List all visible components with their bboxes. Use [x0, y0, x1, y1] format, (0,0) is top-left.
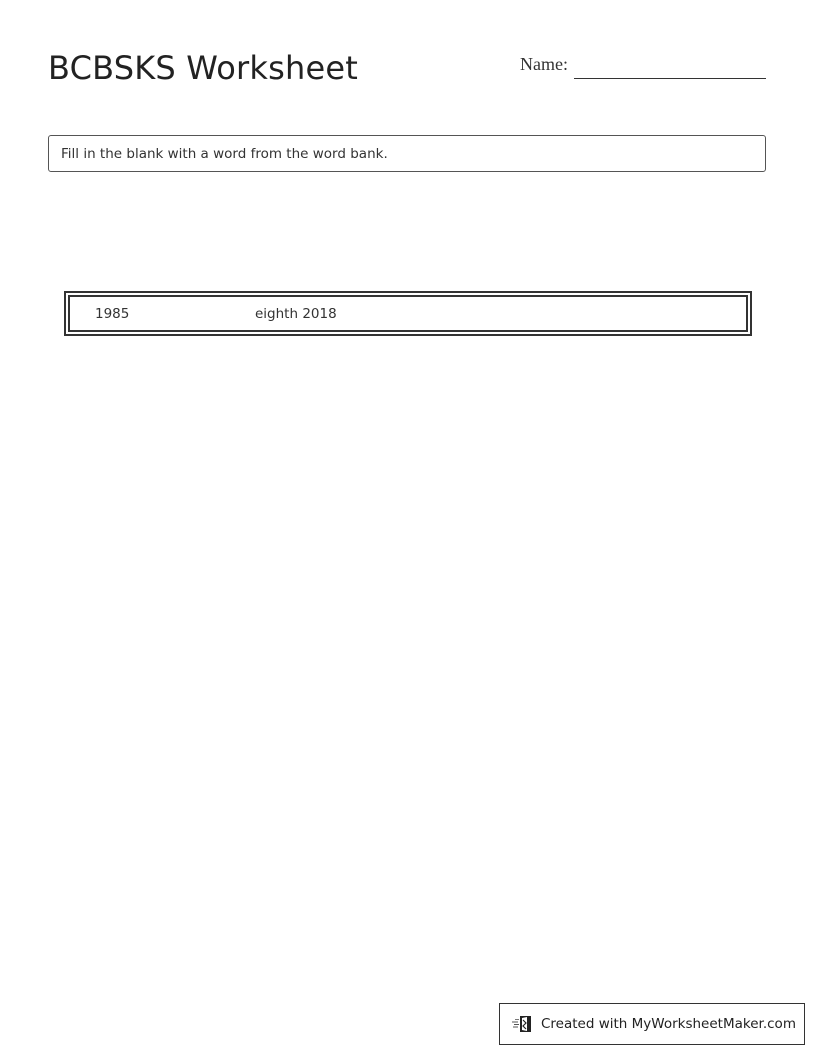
instructions-text: Fill in the blank with a word from the word bank. — [61, 145, 388, 162]
name-field-area — [520, 53, 770, 79]
instructions-box — [48, 135, 766, 172]
footer-credit-text: Created with MyWorksheetMaker.com — [541, 1016, 796, 1032]
worksheet-title: BCBSKS Worksheet — [48, 49, 359, 87]
word-bank-item: eighth 2018 — [255, 305, 337, 322]
worksheet-maker-logo-icon — [511, 1014, 535, 1034]
word-bank-inner — [68, 295, 748, 332]
name-blank-line — [574, 54, 766, 79]
name-label: Name: — [520, 54, 568, 74]
word-bank-item: 1985 — [95, 305, 130, 322]
footer-credit[interactable] — [499, 1003, 805, 1045]
word-bank — [64, 291, 752, 336]
